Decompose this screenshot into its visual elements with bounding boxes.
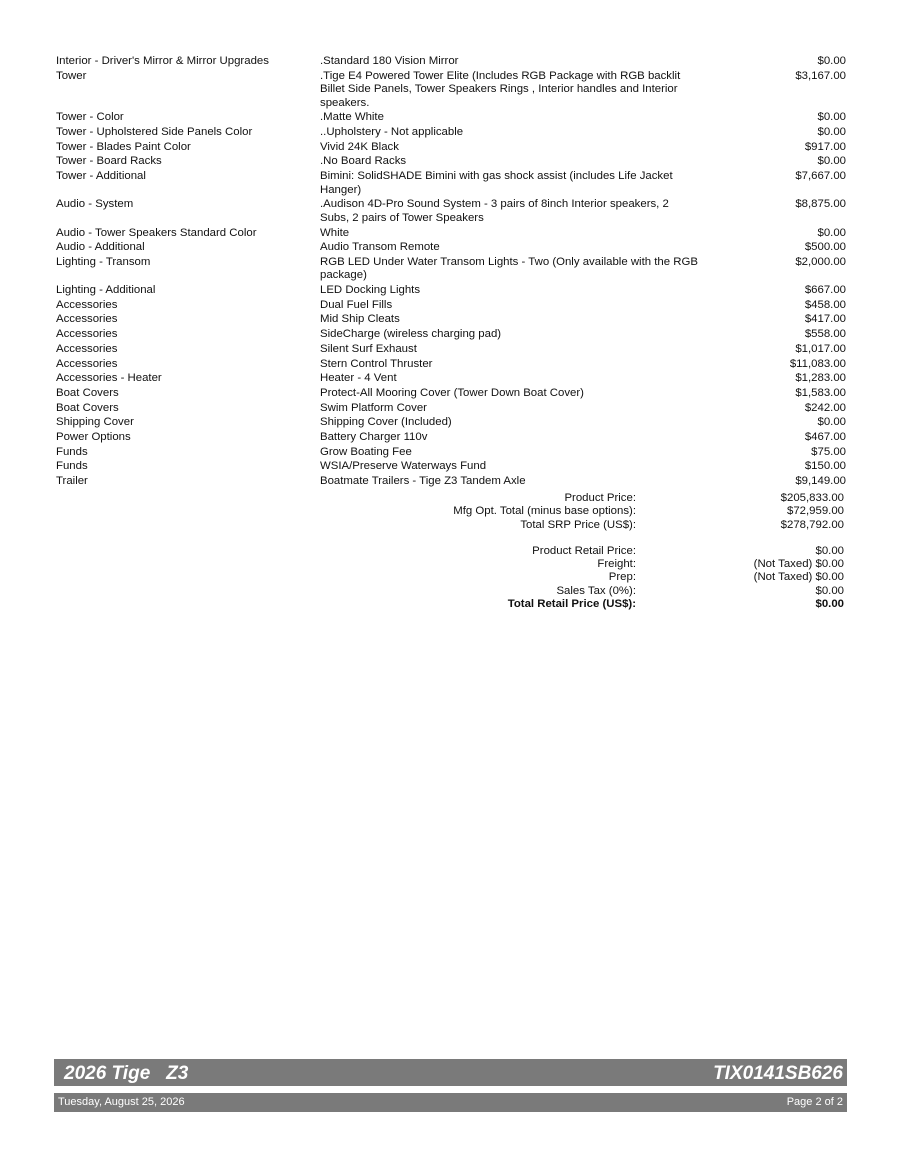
option-description: Bimini: SolidSHADE Bimini with gas shock assist (includes Life Jacket Hanger) [320,170,673,196]
option-row [56,431,846,445]
option-category: Tower [56,69,87,82]
option-category: Trailer [56,475,88,487]
option-category: Audio - Additional [56,241,145,254]
option-description: Shipping Cover (Included) [320,416,452,429]
option-description: Battery Charger 110v [320,430,428,443]
option-row [56,198,846,225]
option-price: $242.00 [804,401,846,414]
product-price-value: $205,833.00 [780,492,844,504]
option-description: Mid Ship Cleats [320,313,400,326]
option-category: Accessories [56,357,118,370]
sales-tax-row [56,585,844,598]
retail-price-value: $0.00 [815,544,844,557]
option-description: Audio Transom Remote [320,241,440,254]
option-price: $917.00 [804,140,846,153]
option-description: .No Board Racks [320,155,407,168]
retail-price-label: Product Retail Price: [532,544,636,557]
option-description: SideCharge (wireless charging pad) [320,328,502,341]
mfg-opt-value: $72,959.00 [786,505,844,518]
option-category: Funds [56,445,88,458]
option-row [56,141,846,155]
option-description: Grow Boating Fee [320,445,412,458]
option-category: Accessories [56,328,118,341]
option-price: $3,167.00 [795,69,846,82]
model-name: 2026 Tige Z3 [64,1063,189,1084]
option-row [56,155,846,169]
totals-section [56,492,844,611]
option-row [56,343,846,357]
option-row [56,416,846,430]
option-description: WSIA/Preserve Waterways Fund [320,460,487,473]
totals-spacer [56,532,844,545]
option-row [56,256,846,283]
option-description: Protect-All Mooring Cover (Tower Down Boat Cover) [320,386,584,399]
retail-price-row [56,545,844,558]
option-category: Boat Covers [56,386,119,399]
option-row [56,284,846,298]
prep-label: Prep: [608,571,636,584]
option-category: Shipping Cover [56,416,134,429]
option-category: Lighting - Transom [56,255,151,268]
option-category: Lighting - Additional [56,284,156,297]
option-category: Tower - Blades Paint Color [56,140,191,153]
footer-model-bar [54,1059,847,1086]
option-description: Swim Platform Cover [320,401,427,414]
option-price: $11,083.00 [789,357,846,370]
total-retail-label: Total Retail Price (US$): [507,598,636,611]
option-category: Tower - Additional [56,170,146,183]
option-price: $2,000.00 [795,255,846,268]
freight-label: Freight: [597,558,636,571]
option-price: $1,283.00 [795,372,846,385]
option-category: Tower - Upholstered Side Panels Color [56,126,253,139]
option-row [56,70,846,111]
option-category: Audio - Tower Speakers Standard Color [56,226,257,239]
option-price: $667.00 [804,284,846,297]
option-category: Accessories [56,313,118,326]
freight-value: (Not Taxed) $0.00 [753,558,844,571]
option-price: $417.00 [804,313,846,326]
option-row [56,475,846,489]
option-price: $0.00 [817,111,846,124]
option-row [56,372,846,386]
prep-row [56,571,844,584]
option-price: $558.00 [804,328,846,341]
option-description: RGB LED Under Water Transom Lights - Two (Only available with the RGB package) [320,255,698,282]
option-category: Tower - Color [56,111,124,124]
sales-tax-value: $0.00 [815,584,844,597]
option-row [56,170,846,197]
sales-tax-label: Sales Tax (0%): [556,584,636,597]
option-price: $500.00 [804,241,846,254]
option-category: Audio - System [56,198,134,211]
option-row [56,55,846,69]
option-category: Boat Covers [56,401,119,414]
total-srp-value: $278,792.00 [780,518,844,531]
freight-row [56,558,844,571]
option-row [56,387,846,401]
option-row [56,328,846,342]
option-price: $8,875.00 [795,198,846,211]
option-row [56,313,846,327]
option-category: Funds [56,460,88,473]
option-price: $1,583.00 [795,386,846,399]
option-row [56,460,846,474]
option-description: ..Upholstery - Not applicable [320,126,464,139]
option-category: Accessories [56,298,118,311]
option-price: $75.00 [811,445,846,458]
option-description: Boatmate Trailers - Tige Z3 Tandem Axle [320,475,526,487]
option-description: Vivid 24K Black [320,140,399,153]
option-price: $0.00 [817,416,846,429]
option-category: Accessories - Heater [56,372,162,385]
option-price: $1,017.00 [795,342,846,355]
total-srp-row [56,519,844,532]
stock-number: TIX0141SB626 [713,1063,843,1084]
option-price: $0.00 [817,155,846,168]
product-price-label: Product Price: [564,492,636,504]
option-category: Tower - Board Racks [56,155,162,168]
print-date: Tuesday, August 25, 2026 [58,1096,185,1108]
option-description: .Matte White [320,111,384,124]
mfg-opt-row [56,505,844,518]
page-number: Page 2 of 2 [786,1096,843,1108]
option-description: .Tige E4 Powered Tower Elite (Includes RGB Package with RGB backlit Billet Side Panels, Tower Speakers Rings , Interior handles and Interior speakers. [320,69,681,109]
option-price: $467.00 [804,430,846,443]
option-price: $7,667.00 [795,170,846,183]
option-price: $150.00 [804,460,846,473]
option-price: $0.00 [817,55,846,67]
option-row [56,126,846,140]
option-description: Heater - 4 Vent [320,372,397,385]
total-srp-label: Total SRP Price (US$): [520,518,636,531]
option-price: $0.00 [817,126,846,139]
option-category: Interior - Driver's Mirror & Mirror Upgrades [56,55,269,67]
option-row [56,227,846,241]
option-description: .Audison 4D-Pro Sound System - 3 pairs of 8inch Interior speakers, 2 Subs, 2 pairs of Tower Speakers [320,198,669,224]
option-price: $458.00 [804,298,846,311]
options-list [56,55,846,490]
footer-date-bar [54,1093,847,1112]
option-description: .Standard 180 Vision Mirror [320,55,459,67]
product-price-row [56,492,844,505]
option-row [56,241,846,255]
total-retail-row [56,598,844,611]
prep-value: (Not Taxed) $0.00 [753,571,844,584]
option-description: Stern Control Thruster [320,357,433,370]
option-row [56,402,846,416]
option-description: LED Docking Lights [320,284,421,297]
option-description: Silent Surf Exhaust [320,342,417,355]
option-row [56,358,846,372]
option-description: Dual Fuel Fills [320,298,393,311]
option-description: White [320,226,350,239]
option-category: Power Options [56,430,131,443]
mfg-opt-label: Mfg Opt. Total (minus base options): [453,505,636,518]
option-price: $0.00 [817,226,846,239]
option-price: $9,149.00 [795,475,846,487]
option-row [56,299,846,313]
option-row [56,111,846,125]
option-category: Accessories [56,342,118,355]
option-row [56,446,846,460]
total-retail-value: $0.00 [815,598,844,611]
